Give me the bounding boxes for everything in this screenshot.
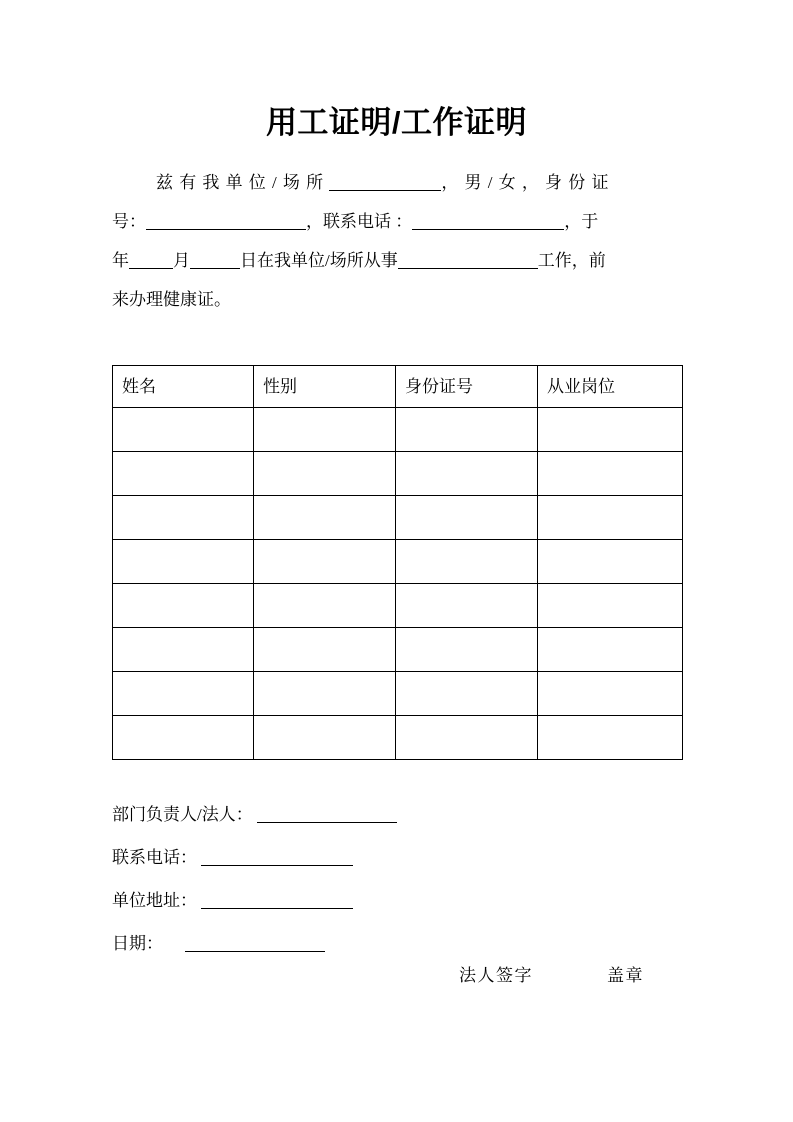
table-row <box>113 408 683 452</box>
phone-field-row <box>112 836 684 879</box>
table-row <box>113 540 683 584</box>
body-line-3-text-c: 日在我单位/场所从事 <box>240 251 398 270</box>
table-cell-id[interactable] <box>396 584 538 628</box>
table-cell-name[interactable] <box>113 496 254 540</box>
job-position-blank[interactable] <box>398 253 538 269</box>
body-line-2 <box>112 202 684 241</box>
table-cell-id[interactable] <box>396 540 538 584</box>
table-header-row <box>113 366 683 408</box>
table-cell-sex[interactable] <box>254 584 396 628</box>
year-blank[interactable] <box>129 253 173 269</box>
address-label: 单位地址： <box>112 891 197 910</box>
table-cell-id[interactable] <box>396 496 538 540</box>
footer-phone-label: 联系电话： <box>112 848 197 867</box>
table-cell-post[interactable] <box>538 584 683 628</box>
table-cell-post[interactable] <box>538 496 683 540</box>
table-row <box>113 672 683 716</box>
table-cell-name[interactable] <box>113 584 254 628</box>
table-row <box>113 452 683 496</box>
year-label: 年 <box>112 251 129 270</box>
body-line-2-text-c: ，于 <box>564 212 599 231</box>
table-header-id: 身份证号 <box>396 366 538 408</box>
table-row <box>113 716 683 760</box>
table-cell-sex[interactable] <box>254 496 396 540</box>
table-header-sex: 性别 <box>254 366 396 408</box>
table-row <box>113 584 683 628</box>
signature-row <box>112 963 684 989</box>
table-cell-sex[interactable] <box>254 540 396 584</box>
table-cell-id[interactable] <box>396 408 538 452</box>
body-line-1 <box>112 163 684 202</box>
body-line-1-text-c: 男/女，身份证 <box>464 173 615 192</box>
body-line-4 <box>112 280 684 319</box>
table-header-name: 姓名 <box>113 366 254 408</box>
address-blank[interactable] <box>201 893 353 909</box>
table-cell-sex[interactable] <box>254 628 396 672</box>
body-line-3 <box>112 241 684 280</box>
footer-fields <box>112 793 684 965</box>
legal-signature-label: 法人签字 <box>459 966 533 985</box>
body-line-1-text-b: ， <box>441 173 465 192</box>
body-paragraph <box>112 163 684 319</box>
table-cell-id[interactable] <box>396 672 538 716</box>
table-cell-post[interactable] <box>538 716 683 760</box>
seal-label: 盖章 <box>607 966 644 985</box>
table-cell-name[interactable] <box>113 452 254 496</box>
table-cell-name[interactable] <box>113 408 254 452</box>
table-cell-name[interactable] <box>113 540 254 584</box>
phone-blank[interactable] <box>412 214 564 230</box>
month-label: 月 <box>173 251 190 270</box>
body-line-3-text-d: 工作，前 <box>537 251 606 270</box>
table-cell-post[interactable] <box>538 452 683 496</box>
table-cell-name[interactable] <box>113 628 254 672</box>
manager-signature-blank[interactable] <box>257 807 397 823</box>
body-line-1-text-a: 兹有我单位/场所 <box>156 173 330 192</box>
address-field-row <box>112 879 684 922</box>
table-cell-id[interactable] <box>396 452 538 496</box>
page-title: 用工证明/工作证明 <box>265 105 528 140</box>
table-cell-post[interactable] <box>538 408 683 452</box>
table-cell-id[interactable] <box>396 628 538 672</box>
date-field-row <box>112 922 684 965</box>
manager-label: 部门负责人/法人： <box>112 805 253 824</box>
table-row <box>113 628 683 672</box>
day-blank[interactable] <box>190 253 240 269</box>
body-line-4-text: 来办理健康证。 <box>112 290 231 309</box>
id-number-label: 号： <box>112 212 146 231</box>
table-cell-sex[interactable] <box>254 716 396 760</box>
date-label: 日期： <box>112 934 163 953</box>
table-cell-post[interactable] <box>538 672 683 716</box>
employee-table <box>112 365 683 760</box>
phone-label: ，联系电话 ： <box>306 212 413 231</box>
manager-field-row <box>112 793 684 836</box>
id-number-blank[interactable] <box>146 214 306 230</box>
table-cell-sex[interactable] <box>254 452 396 496</box>
table-cell-name[interactable] <box>113 672 254 716</box>
table-row <box>113 496 683 540</box>
table-cell-id[interactable] <box>396 716 538 760</box>
unit-name-blank[interactable] <box>329 175 441 191</box>
table-cell-sex[interactable] <box>254 408 396 452</box>
table-header-post: 从业岗位 <box>538 366 683 408</box>
table-cell-post[interactable] <box>538 540 683 584</box>
footer-phone-blank[interactable] <box>201 850 353 866</box>
table-cell-name[interactable] <box>113 716 254 760</box>
table-cell-sex[interactable] <box>254 672 396 716</box>
date-blank[interactable] <box>185 936 325 952</box>
table-cell-post[interactable] <box>538 628 683 672</box>
